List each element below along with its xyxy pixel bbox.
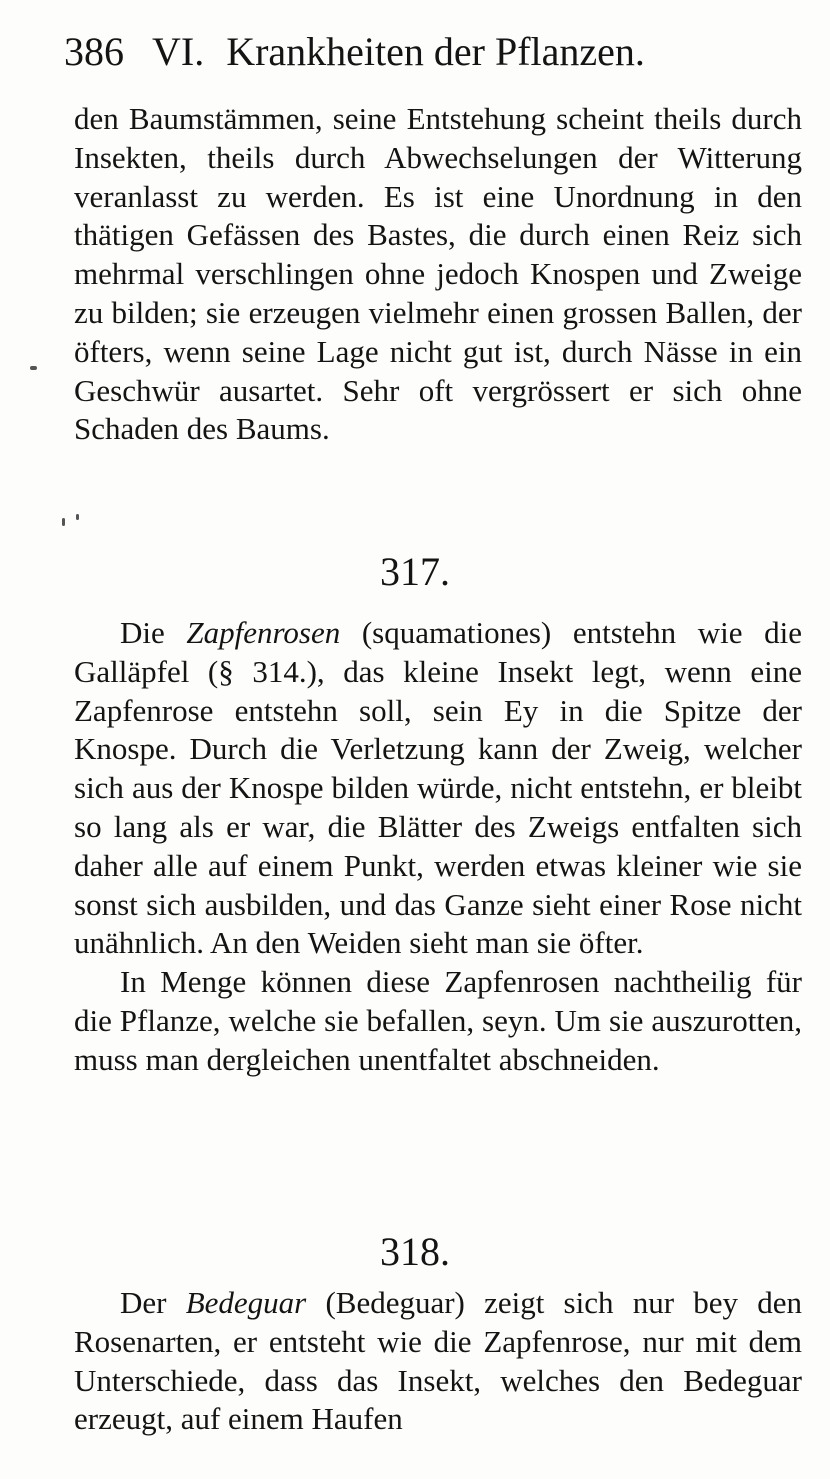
chapter-title: Krankheiten der Pflanzen. <box>226 29 645 74</box>
page-number: 386 <box>64 29 124 74</box>
section-317-text <box>74 614 802 1080</box>
section-318-term: Bedeguar <box>185 1285 307 1320</box>
section-318-lead: Der <box>120 1285 167 1320</box>
margin-speck <box>30 366 37 370</box>
section-317-body: (squamationes) entstehn wie die Galläpfel (§ 314.), das kleine Insekt legt, wenn eine Zapfenrose entstehn soll, sein Ey in die Spitze der Knospe. Durch die Verletzung kann der Zweig, welcher sich aus der Knospe bilden würde, nicht entstehn, er bleibt so lang als er war, die Blätter des Zweigs entfalten sich daher alle auf einem Punkt, werden etwas kleiner wie sie sonst sich ausbilden, und das Ganze sieht einer Rose nicht unähnlich. An den Weiden sieht man sie öfter. <box>74 615 802 961</box>
section-318-body: (Bedeguar) zeigt sich nur bey den Rosenarten, er entsteht wie die Zapfenrose, nur mit dem Unterschiede, dass das Insekt, welches den Bedeguar erzeugt, auf einem Haufen <box>74 1285 802 1437</box>
intro-text <box>74 100 802 449</box>
section-number-317: 317. <box>380 549 450 594</box>
section-318-text <box>74 1284 802 1439</box>
section-317-term: Zapfenrosen <box>186 615 341 650</box>
margin-speck <box>76 514 79 520</box>
section-number-318: 318. <box>380 1229 450 1274</box>
section-317-lead: Die <box>120 615 165 650</box>
section-317-paragraph-2: In Menge können diese Zapfenrosen nachtheilig für die Pflanze, welche sie befallen, seyn. Um sie auszurotten, muss man dergleichen unentfaltet abschneiden. <box>74 964 802 1077</box>
running-header <box>64 28 764 76</box>
chapter-number: VI. <box>152 29 205 74</box>
margin-speck <box>62 518 65 526</box>
intro-paragraph: den Baumstämmen, seine Entstehung scheint theils durch Insekten, theils durch Abwechselungen der Witterung veranlasst zu werden. Es ist eine Unordnung in den thätigen Gefässen des Bastes, die durch einen Reiz sich mehrmal verschlingen ohne jedoch Knospen und Zweige zu bilden; sie erzeugen vielmehr einen grossen Ballen, der öfters, wenn seine Lage nicht gut ist, durch Nässe in ein Geschwür ausartet. Sehr oft vergrössert er sich ohne Schaden des Baums. <box>74 101 802 447</box>
section-318-paragraph-1 <box>74 1284 802 1439</box>
section-317-paragraph-1 <box>74 614 802 963</box>
